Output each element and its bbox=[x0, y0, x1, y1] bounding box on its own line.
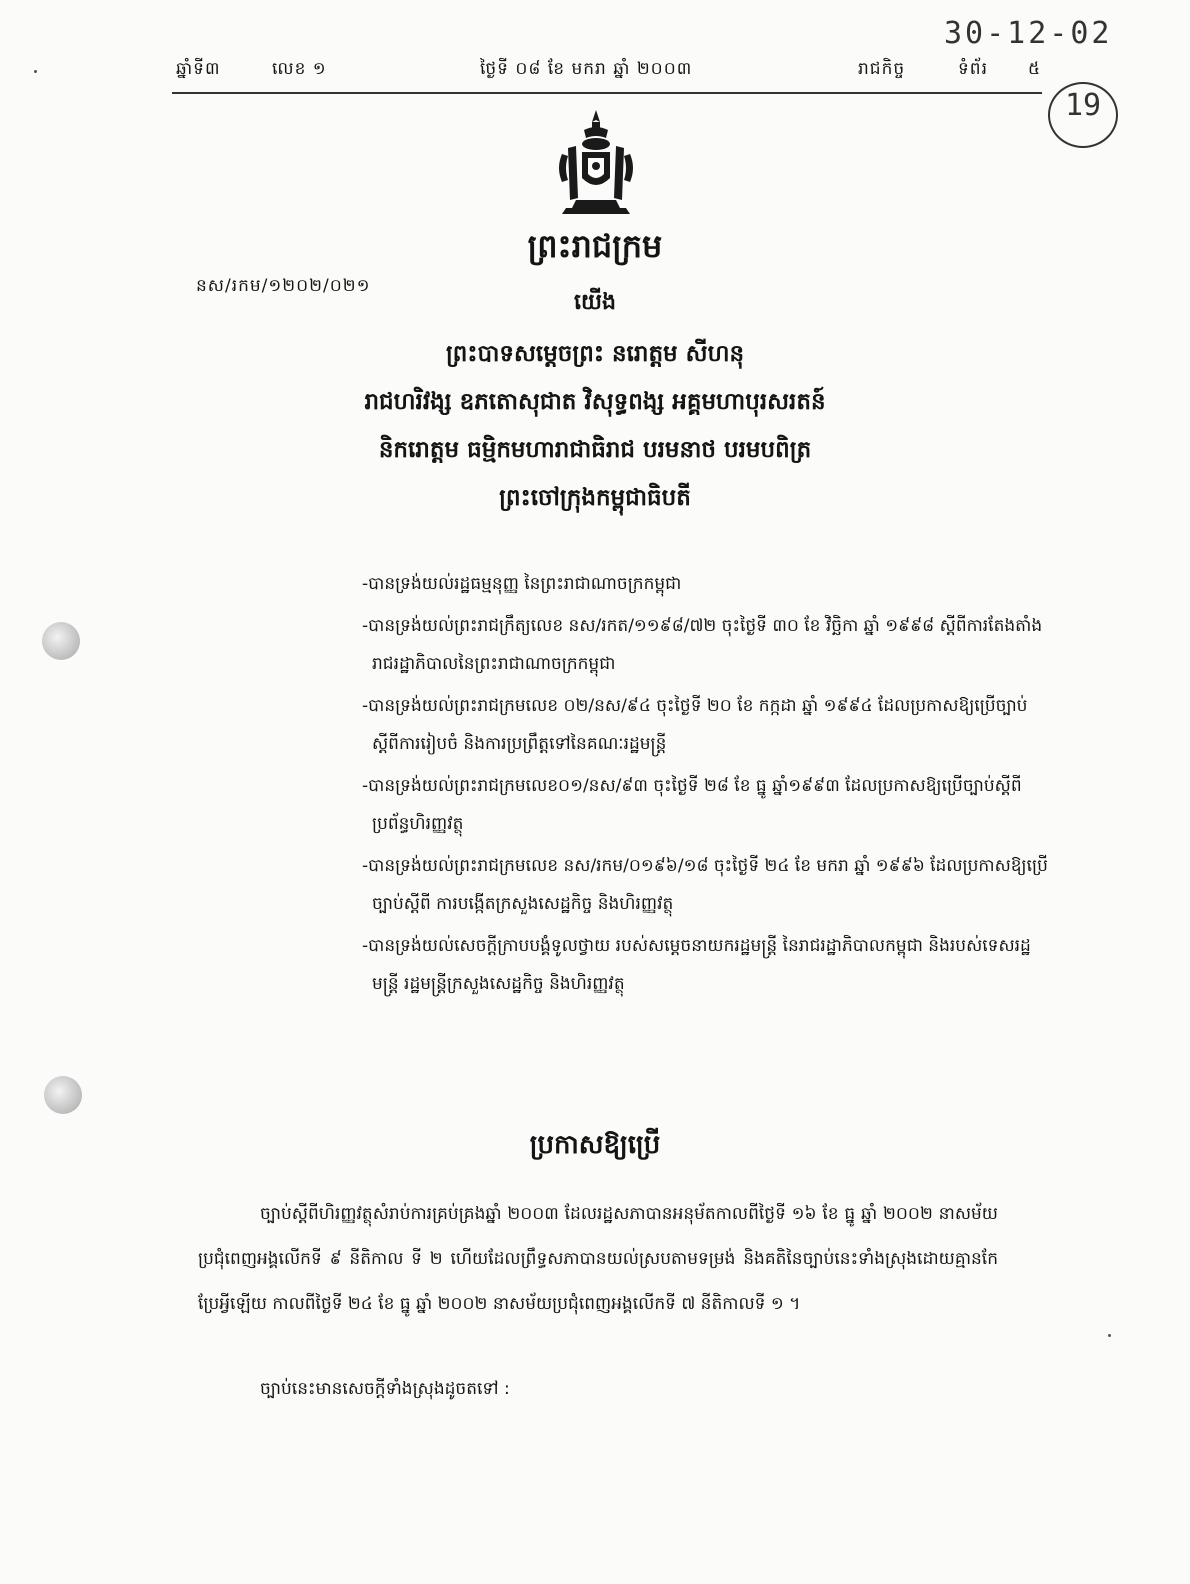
header-page-number: ៥ bbox=[1028, 59, 1042, 79]
royal-title-line-2: រាជហរិវង្ស ឧភតោសុជាត វិសុទ្ធពង្ស អគ្គមហាបុរសរតន៍ bbox=[364, 389, 826, 415]
punch-hole bbox=[44, 1076, 82, 1114]
considerations-list bbox=[362, 565, 1052, 1007]
header-issue: លេខ ១ bbox=[272, 59, 327, 79]
header-rule bbox=[172, 92, 1042, 94]
we-heading: យើង bbox=[574, 290, 616, 315]
consideration-item: -បានទ្រង់យល់ព្រះរាជក្រមលេខ នស/រកម/០១៩៦/១៨ ចុះថ្ងៃទី ២៤ ខែ មករា ឆ្នាំ ១៩៩៦ ដែលប្រកាសឱ្យប្រើច្បាប់ស្ដីពី ការបង្កើតក្រសួងសេដ្ឋកិច្ច និងហិរញ្ញវត្ថុ bbox=[362, 856, 1048, 914]
royal-title-line-1: ព្រះបាទសម្ដេចព្រះ នរោត្តម សីហនុ bbox=[445, 341, 745, 367]
consideration-item: -បានទ្រង់យល់ព្រះរាជក្រមលេខ ០២/នស/៩៤ ចុះថ្ងៃទី ២០ ខែ កក្កដា ឆ្នាំ ១៩៩៤ ដែលប្រកាសឱ្យប្រើច្បាប់ ស្ដីពីការរៀបចំ និងការប្រព្រឹត្តទៅនៃគណៈរដ្ឋមន្ត្រី bbox=[362, 696, 1028, 754]
header-year: ឆ្នាំទី៣ bbox=[176, 59, 221, 79]
handwritten-date-note: 30-12-02 bbox=[944, 16, 1113, 51]
body-paragraph: ច្បាប់ស្ដីពីហិរញ្ញវត្ថុសំរាប់ការគ្រប់គ្រងឆ្នាំ ២០០៣ ដែលរដ្ឋសភាបានអនុម័តកាលពីថ្ងៃទី ១៦ ខែ ធ្នូ ឆ្នាំ ២០០២ នាសម័យប្រជុំពេញអង្គលើកទី ៩ នីតិកាល ទី ២ ហើយដែលព្រឹទ្ធសភាបានយល់ស្របតាមទម្រង់ និងគតិនៃច្បាប់នេះទាំងស្រុងដោយគ្មានកែប្រែអ្វីឡើយ កាលពីថ្ងៃទី ២៤ ខែ ធ្នូ ឆ្នាំ ២០០២ នាសម័យប្រជុំពេញអង្គលើកទី ៧ នីតិកាលទី ១ ។ bbox=[198, 1204, 998, 1314]
consideration-item: -បានទ្រង់យល់ព្រះរាជក្រមលេខ០១/នស/៩៣ ចុះថ្ងៃទី ២៨ ខែ ធ្នូ ឆ្នាំ១៩៩៣ ដែលប្រកាសឱ្យប្រើច្បាប់ស្ដីពីប្រព័ន្ធហិរញ្ញវត្ថុ bbox=[362, 776, 1022, 834]
consideration-item: -បានទ្រង់យល់រដ្ឋធម្មនុញ្ញ នៃព្រះរាជាណាចក្រកម្ពុជា bbox=[362, 574, 682, 594]
header-date: ថ្ងៃទី ០៨ ខែ មករា ឆ្នាំ ២០០៣ bbox=[480, 59, 693, 79]
reference-number: នស/រកម/១២០២/០២១ bbox=[196, 276, 371, 296]
consideration-item: -បានទ្រង់យល់សេចក្ដីក្រាបបង្គំទូលថ្វាយ របស់សម្ដេចនាយករដ្ឋមន្ត្រី នៃរាជរដ្ឋាភិបាលកម្ពុជា និងរបស់ទេសរដ្ឋមន្ត្រី រដ្ឋមន្ត្រីក្រសួងសេដ្ឋកិច្ច និងហិរញ្ញវត្ថុ bbox=[362, 936, 1031, 994]
punch-hole bbox=[42, 622, 80, 660]
scan-speck bbox=[34, 70, 37, 73]
royal-coat-of-arms-icon bbox=[548, 108, 644, 216]
decree-title: ព្រះរាជក្រម bbox=[527, 227, 663, 265]
proclamation-heading: ប្រកាសឱ្យប្រើ bbox=[529, 1130, 661, 1160]
header-page-label: ទំព័រ bbox=[958, 59, 988, 79]
scan-speck bbox=[1108, 1334, 1111, 1337]
royal-title-line-3: និករោត្តម ធម្មិកមហារាជាធិរាជ បរមនាថ បរមបពិត្រ bbox=[378, 437, 812, 463]
consideration-item: -បានទ្រង់យល់ព្រះរាជក្រឹត្យលេខ នស/រកត/១១៩៨/៧២ ចុះថ្ងៃទី ៣០ ខែ វិច្ឆិកា ឆ្នាំ ១៩៩៨ ស្ដីពីការតែងតាំងរាជរដ្ឋាភិបាលនៃព្រះរាជាណាចក្រកម្ពុជា bbox=[362, 616, 1043, 674]
royal-title-line-4: ព្រះចៅក្រុងកម្ពុជាធិបតី bbox=[499, 485, 691, 511]
closing-line: ច្បាប់នេះមានសេចក្ដីទាំងស្រុងដូចតទៅ : bbox=[260, 1379, 510, 1399]
header-gazette: រាជកិច្ច bbox=[858, 59, 906, 79]
handwritten-circled-number: 19 bbox=[1048, 82, 1118, 148]
